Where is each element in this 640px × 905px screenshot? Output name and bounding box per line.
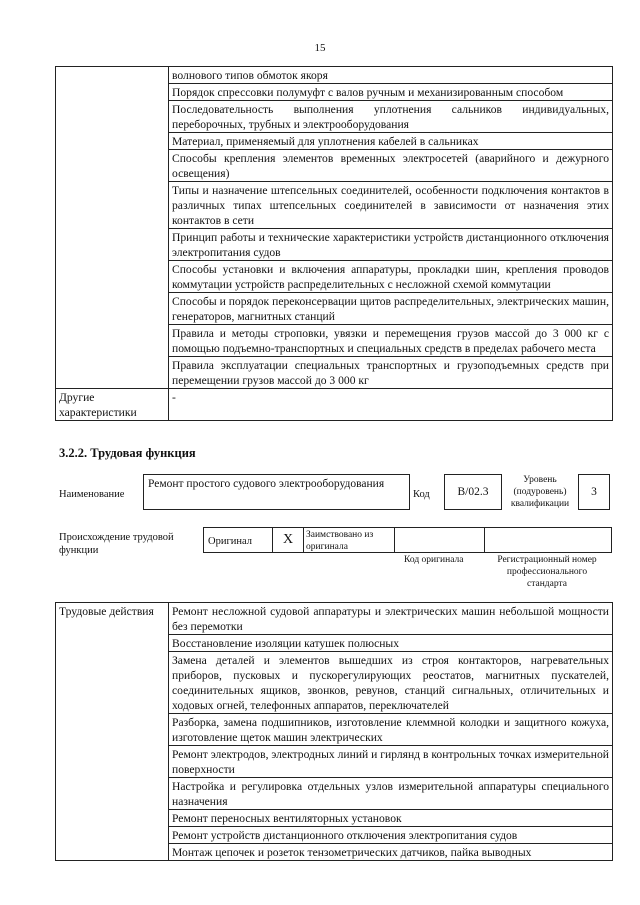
- function-name-box: [143, 474, 410, 510]
- table-cell: Ремонт устройств дистанционного отключения электропитания судов: [169, 827, 613, 844]
- table-row: [56, 389, 613, 421]
- table-cell: Способы установки и включения аппаратуры, прокладки шин, крепления проводов коммутации устройств распределительных с несложной схемой коммутации: [169, 261, 613, 293]
- table-cell: Правила эксплуатации специальных транспортных и грузоподъемных средств при перемещении грузов массой до 3 000 кг: [169, 357, 613, 389]
- knowledge-table: [55, 66, 613, 421]
- function-name-value: Ремонт простого судового электрооборудования: [148, 478, 385, 490]
- table-cell: Типы и назначение штепсельных соединителей, особенности подключения контактов в различных типах штепсельных соединителей в зависимости от назначения этих контактов в сети: [169, 182, 613, 229]
- table-cell: Ремонт электродов, электродных линий и гирлянд в контрольных точках измерительной поверхности: [169, 746, 613, 778]
- table-cell: Правила и методы строповки, увязки и перемещения грузов массой до 3 000 кг с помощью подъемно-транспортных и специальных средств в пределах рабочего места: [169, 325, 613, 357]
- other-characteristics-label: Другие характеристики: [56, 389, 169, 421]
- labor-actions-label: Трудовые действия: [56, 603, 169, 861]
- other-characteristics-value: -: [169, 389, 613, 421]
- code-label: Код: [413, 489, 430, 500]
- level-box: [578, 474, 610, 510]
- table-cell: Принцип работы и технические характеристики устройств дистанционного отключения электропитания судов: [169, 229, 613, 261]
- labor-actions-table: [55, 602, 613, 861]
- original-code-caption: Код оригинала: [404, 555, 464, 565]
- section-heading: 3.2.2. Трудовая функция: [59, 446, 196, 460]
- page-number: 15: [314, 42, 326, 54]
- level-value: 3: [591, 486, 597, 498]
- original-label: Оригинал: [208, 536, 252, 547]
- table-cell: Восстановление изоляции катушек полюсных: [169, 635, 613, 652]
- table-cell: Ремонт несложной судовой аппаратуры и электрических машин небольшой мощности без перемотки: [169, 603, 613, 635]
- name-label: Наименование: [59, 489, 125, 500]
- table-cell: Порядок спрессовки полумуфт с валов ручным и механизированным способом: [169, 84, 613, 101]
- origin-label: Происхождение трудовой функции: [59, 532, 174, 556]
- origin-row: [203, 527, 612, 553]
- table-cell: Ремонт переносных вентиляторных установок: [169, 810, 613, 827]
- table-cell: Монтаж цепочек и розеток тензометрических датчиков, пайка выводных: [169, 844, 613, 861]
- table-cell: волнового типов обмоток якоря: [169, 67, 613, 84]
- table-cell: Настройка и регулировка отдельных узлов измерительной аппаратуры специального назначения: [169, 778, 613, 810]
- table-row: [56, 603, 613, 635]
- table-cell: Замена деталей и элементов вышедших из строя контакторов, нагревательных приборов, пусковых и пускорегулирующих реостатов, магнитных пускателей, соединительных ящиков, звонков, ревунов, станций сигнальных, отличительных и ходовых огней, телефонных аппаратов, переключателей: [169, 652, 613, 714]
- group-label-cell: [56, 67, 169, 389]
- table-cell: Способы и порядок переконсервации щитов распределительных, электрических машин, генераторов, магнитных станций: [169, 293, 613, 325]
- table-cell: Материал, применяемый для уплотнения кабелей в сальниках: [169, 133, 613, 150]
- code-box: [444, 474, 502, 510]
- level-label: Уровень (подуровень) квалификации: [510, 475, 570, 509]
- divider: [394, 528, 395, 552]
- borrowed-label: Заимствовано из оригинала: [306, 530, 374, 552]
- divider: [484, 528, 485, 552]
- original-mark: X: [272, 528, 304, 552]
- table-row: [56, 67, 613, 84]
- registration-number-caption: Регистрационный номер профессионального стандарта: [497, 555, 597, 589]
- table-cell: Разборка, замена подшипников, изготовление клеммной колодки и защитного кожуха, изготовление щеток машин электрических: [169, 714, 613, 746]
- code-value: B/02.3: [457, 486, 489, 498]
- table-cell: Способы крепления элементов временных электросетей (аварийного и дежурного освещения): [169, 150, 613, 182]
- table-cell: Последовательность выполнения уплотнения сальников индивидуальных, переборочных, трубных и электрооборудования: [169, 101, 613, 133]
